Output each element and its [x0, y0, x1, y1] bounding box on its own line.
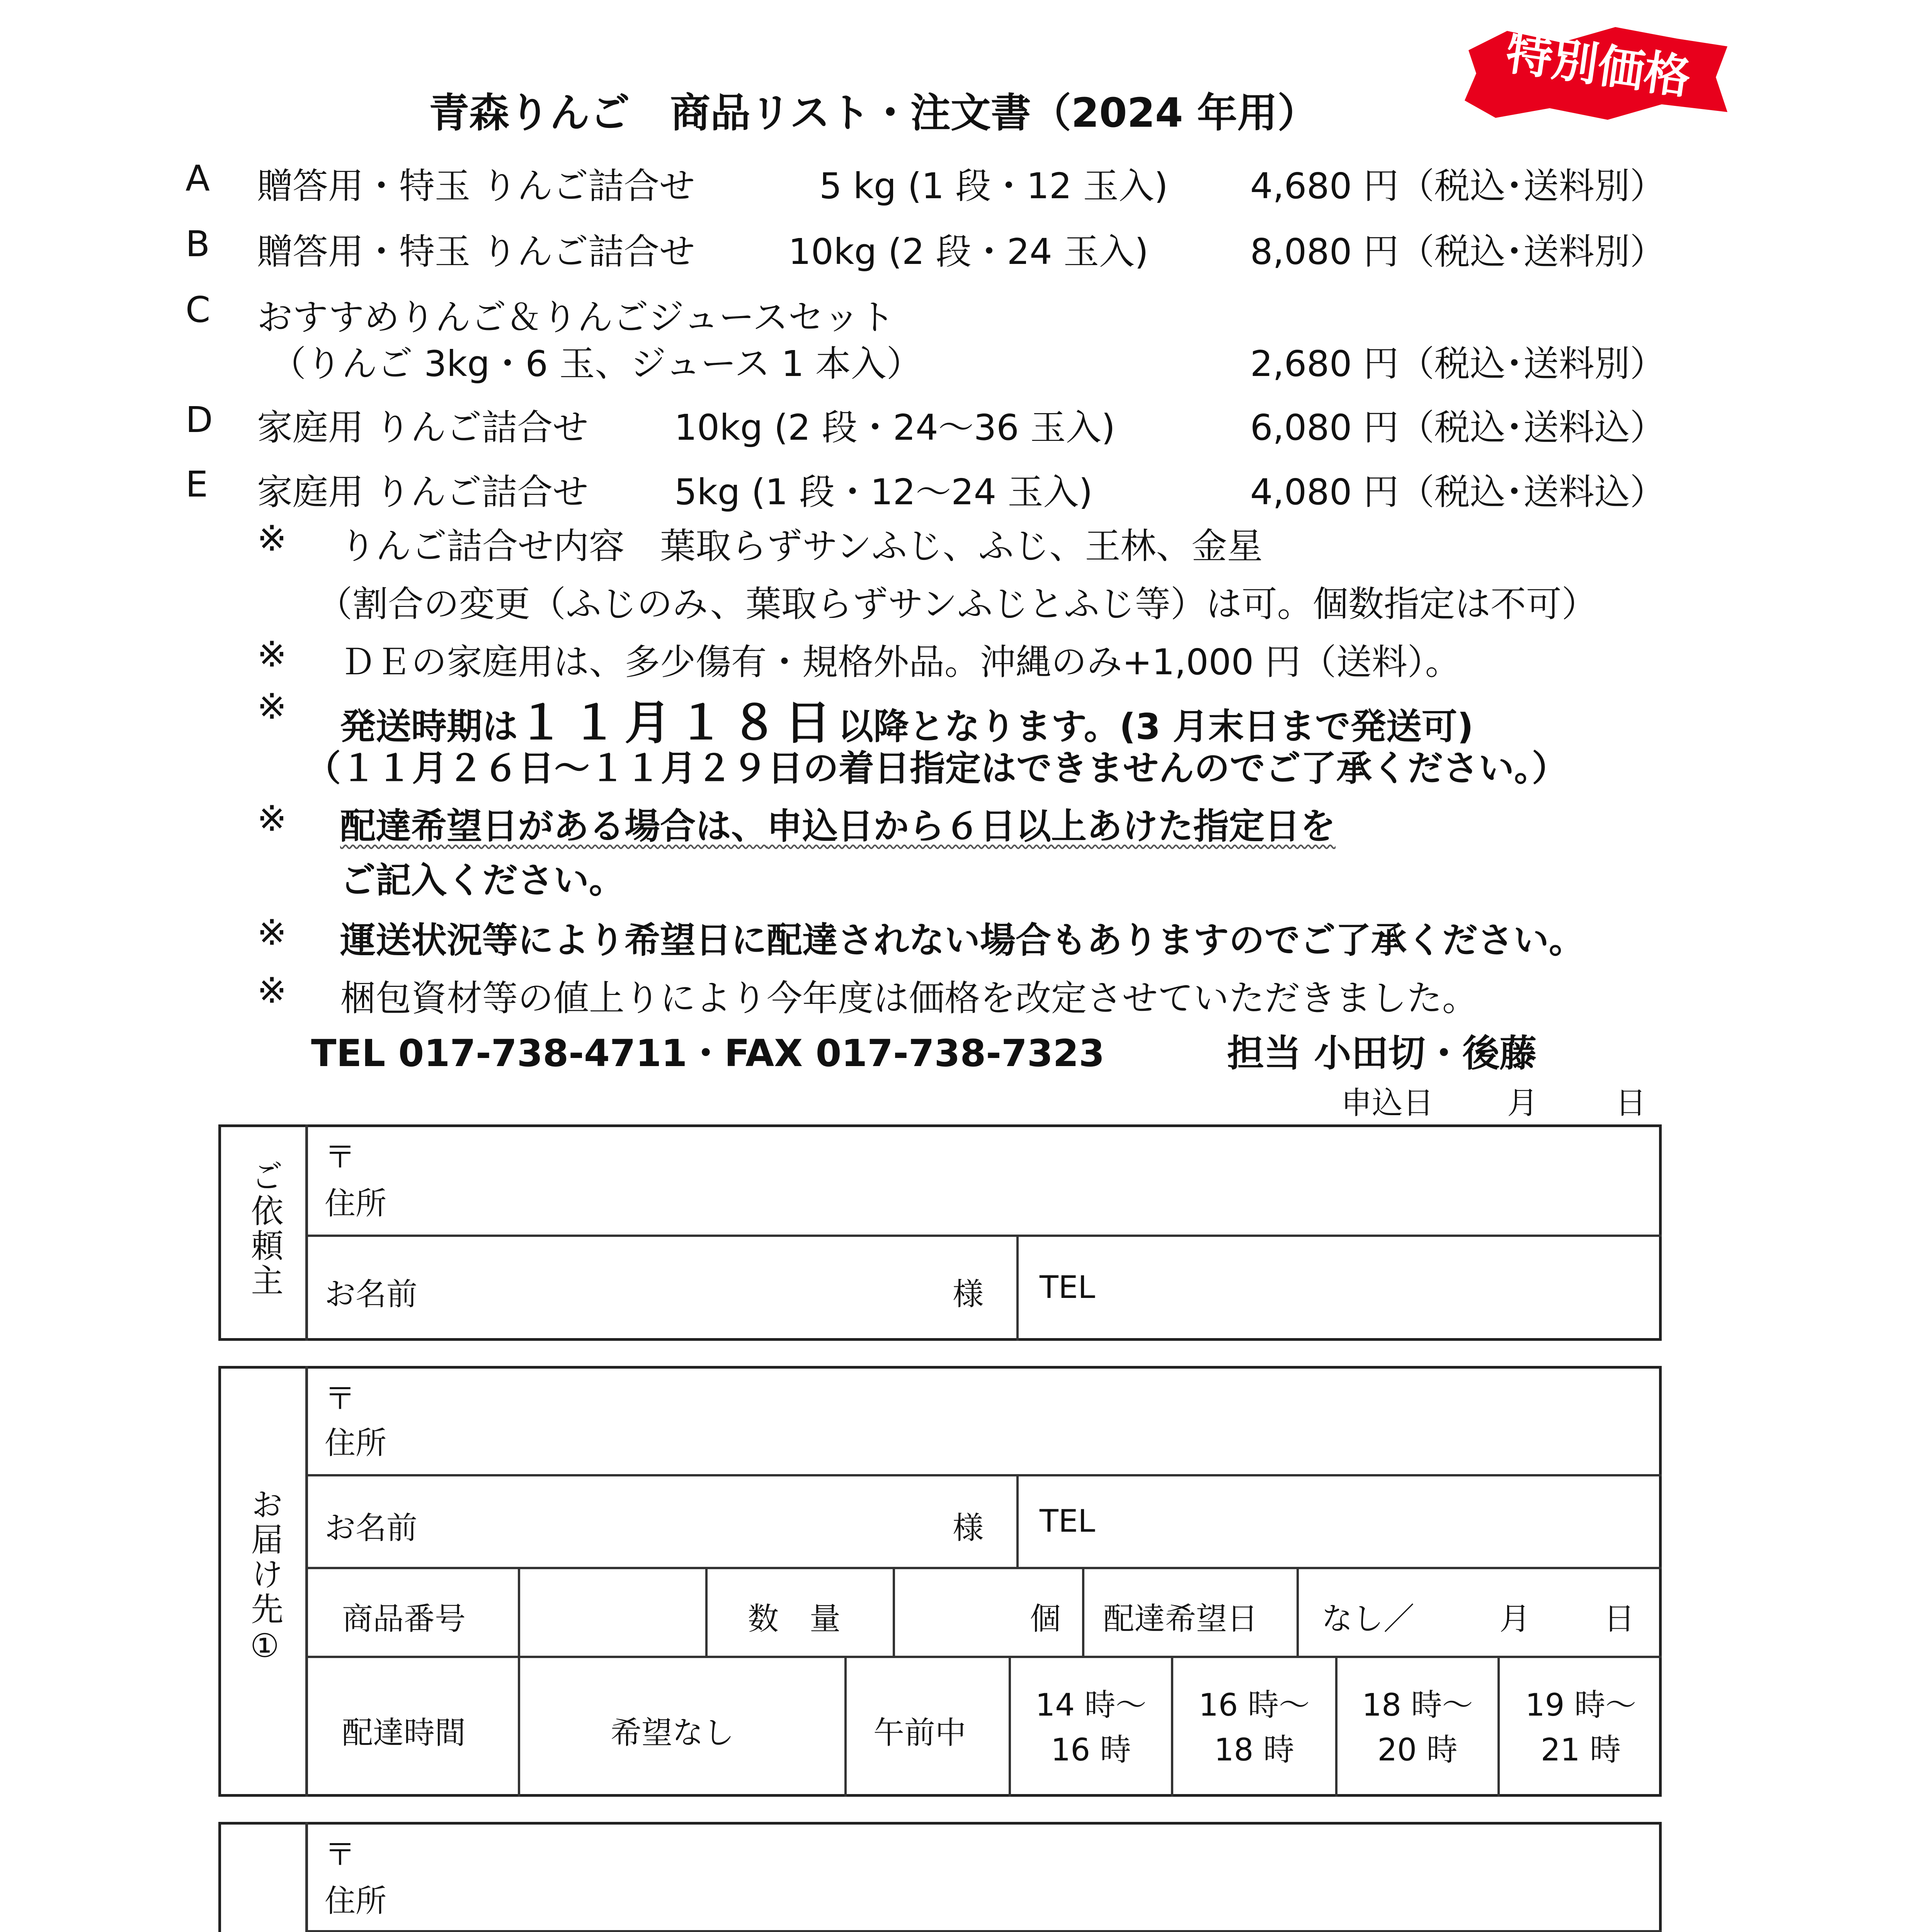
note-price-revision: 梱包資材等の値上りにより今年度は価格を改定させていただきました。 [340, 978, 1478, 1019]
product-name: 家庭用 りんご詰合せ [257, 471, 589, 513]
note-contents-detail: （割合の変更（ふじのみ、葉取らずサンふじとふじ等）は可。個数指定は不可） [317, 583, 1597, 625]
wish-date-none[interactable]: なし／ [1322, 1601, 1414, 1637]
product-price: 4,680 円（税込･送料別） [1250, 165, 1666, 207]
badge-text: 特別価格 [1503, 26, 1694, 105]
product-code: B [185, 223, 210, 265]
product-price: 2,680 円（税込･送料別） [1250, 343, 1666, 384]
note-desired-date-2: ご記入ください。 [340, 860, 625, 901]
destination-2-box [218, 1822, 1662, 1932]
product-code: A [185, 158, 210, 199]
sama-label: 様 [953, 1276, 984, 1312]
note-mark: ※ [257, 798, 287, 839]
postal-mark: 〒 [325, 1139, 356, 1175]
time-14-16[interactable]: 14 時～ 16 時 [1035, 1687, 1147, 1768]
time-no-preference[interactable]: 希望なし [611, 1715, 734, 1751]
time-19-21[interactable]: 19 時～ 21 時 [1525, 1687, 1637, 1768]
note-shipping-period: 発送時期は１１月１８日以降となります。(3 月末日まで発送可) [340, 696, 1474, 750]
time-16-18[interactable]: 16 時～ 18 時 [1198, 1687, 1310, 1768]
note-contents: りんご詰合せ内容 葉取らずサンふじ、ふじ、王林、金星 [340, 526, 1263, 567]
contact-tel-fax: TEL 017-738-4711・FAX 017-738-7323 [311, 1032, 1105, 1075]
product-price: 8,080 円（税込･送料別） [1250, 231, 1666, 272]
badge-burst-icon [1461, 23, 1731, 124]
note-mark: ※ [257, 970, 287, 1011]
note-mark: ※ [257, 686, 287, 727]
time-morning[interactable]: 午前中 [873, 1715, 966, 1751]
product-no-label: 商品番号 [342, 1601, 466, 1637]
product-size: （りんご 3kg・6 玉、ジュース 1 本入） [271, 343, 922, 384]
note-no-delivery-range: （１１月２６日～１１月２９日の着日指定はできませんのでご了承ください。） [305, 748, 1568, 789]
product-name: 贈答用・特玉 りんご詰合せ [257, 231, 695, 272]
product-code: E [185, 464, 208, 505]
apply-day-label: 日 [1615, 1085, 1646, 1121]
product-name: おすすめりんご＆りんごジュースセット [257, 297, 895, 338]
product-price: 6,080 円（税込･送料込） [1250, 407, 1666, 448]
qty-label: 数 量 [748, 1601, 841, 1637]
product-code: D [185, 399, 213, 440]
sama-label: 様 [953, 1510, 984, 1546]
wish-day: 日 [1604, 1601, 1635, 1637]
address-field[interactable]: 住所 [325, 1185, 386, 1221]
special-price-badge [1461, 23, 1731, 124]
wish-month: 月 [1499, 1601, 1530, 1637]
product-code: C [185, 289, 211, 330]
apply-date-label: 申込日 [1341, 1085, 1434, 1121]
note-transport: 運送状況等により希望日に配達されない場合もありますのでご了承ください。 [340, 920, 1585, 961]
requester-label: ご依頼主 [246, 1159, 284, 1298]
postal-mark: 〒 [325, 1837, 356, 1872]
note-desired-date: 配達希望日がある場合は、申込日から６日以上あけた指定日を [340, 806, 1336, 847]
product-size: 5 kg (1 段・12 玉入) [819, 165, 1168, 207]
apply-month-label: 月 [1507, 1085, 1538, 1121]
name-field[interactable]: お名前 [325, 1510, 417, 1546]
tel-field[interactable]: TEL [1040, 1503, 1095, 1539]
name-field[interactable]: お名前 [325, 1276, 417, 1312]
note-mark: ※ [257, 518, 287, 559]
product-name: 家庭用 りんご詰合せ [257, 407, 589, 448]
postal-mark: 〒 [325, 1381, 356, 1417]
time-18-20[interactable]: 18 時～ 20 時 [1362, 1687, 1473, 1768]
destination-1-label: お届け先① [246, 1488, 284, 1667]
note-household: ＤＥの家庭用は、多少傷有・規格外品。沖縄のみ+1,000 円（送料）。 [340, 641, 1461, 683]
delivery-time-label: 配達時間 [342, 1715, 466, 1751]
product-size: 5kg (1 段・12～24 玉入) [674, 471, 1093, 513]
requester-box [218, 1124, 1662, 1341]
ship-start-date: １１月１８日 [518, 696, 838, 750]
page-title: 青森りんご 商品リスト・注文書（2024 年用） [429, 89, 1318, 136]
product-size: 10kg (2 段・24～36 玉入) [674, 407, 1115, 448]
contact-staff: 担当 小田切・後藤 [1227, 1032, 1537, 1075]
note-mark: ※ [257, 634, 287, 675]
product-price: 4,080 円（税込･送料込） [1250, 471, 1666, 513]
product-size: 10kg (2 段・24 玉入) [788, 231, 1149, 272]
address-field[interactable]: 住所 [325, 1883, 386, 1919]
wish-date-label: 配達希望日 [1103, 1601, 1258, 1637]
tel-field[interactable]: TEL [1040, 1269, 1095, 1305]
qty-unit: 個 [1030, 1601, 1061, 1637]
address-field[interactable]: 住所 [325, 1425, 386, 1461]
note-mark: ※ [257, 912, 287, 953]
product-name: 贈答用・特玉 りんご詰合せ [257, 165, 695, 207]
